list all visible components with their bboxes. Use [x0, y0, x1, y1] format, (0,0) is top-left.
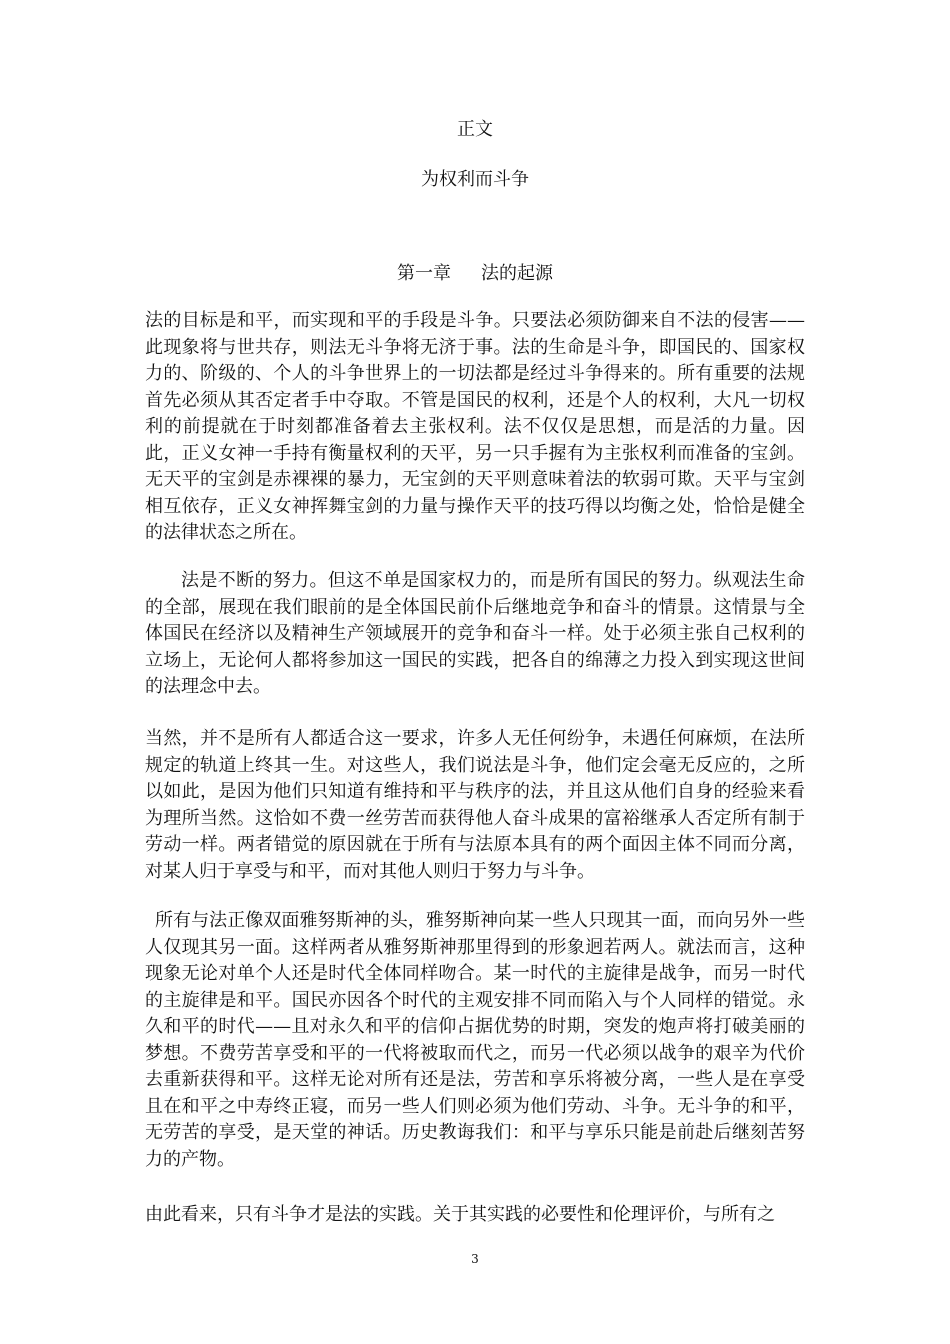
body-paragraph: 由此看来，只有斗争才是法的实践。关于其实践的必要性和伦理评价，与所有之 — [145, 1204, 775, 1225]
body-paragraph: 法的目标是和平，而实现和平的手段是斗争。只要法必须防御来自不法的侵害——此现象将与世共存，则法无斗争将无济于事。法的生命是斗争，即国民的、国家权力的、阶级的、个人的斗争世界上的一切法都是经过斗争得来的。所有重要的法规首先必须从其否定者手中夺取。不管是国民的权利，还是个人的权利，大凡一切权利的前提就在于时刻都准备着去主张权利。法不仅仅是思想，而是活的力量。因此，正义女神一手持有衡量权利的天平，另一只手握有为主张权利而准备的宝剑。无天平的宝剑是赤裸裸的暴力，无宝剑的天平则意味着法的软弱可欺。天平与宝剑相互依存，正义女神挥舞宝剑的力量与操作天平的技巧得以均衡之处，恰恰是健全的法律状态之所在。 — [145, 310, 805, 543]
body-paragraph: 法是不断的努力。但这不单是国家权力的，而是所有国民的努力。纵观法生命的全部，展现在我们眼前的是全体国民前仆后继地竞争和奋斗的情景。这情景与全体国民在经济以及精神生产领域展开的竞争和奋斗一样。处于必须主张自己权利的立场上，无论何人都将参加这一国民的实践，把各自的绵薄之力投入到实现这世间的法理念中去。 — [145, 570, 805, 697]
body-paragraph: 当然，并不是所有人都适合这一要求，许多人无任何纷争，未遇任何麻烦，在法所规定的轨道上终其一生。对这些人，我们说法是斗争，他们定会毫无反应的，之所以如此，是因为他们只知道有维持和平与秩序的法，并且这从他们自身的经验来看为理所当然。这恰如不费一丝劳苦而获得他人奋斗成果的富裕继承人否定所有制于劳动一样。两者错觉的原因就在于所有与法原本具有的两个面因主体不同而分离，对某人归于享受与和平，而对其他人则归于努力与斗争。 — [145, 728, 805, 882]
chapter-title: 法的起源 — [481, 263, 553, 284]
section-label: 正文 — [457, 119, 493, 140]
chapter-number: 第一章 — [397, 263, 451, 284]
body-paragraph: 所有与法正像双面雅努斯神的头，雅努斯神向某一些人只现其一面，而向另外一些人仅现其另一面。这样两者从雅努斯神那里得到的形象迥若两人。就法而言，这种现象无论对单个人还是时代全体同样吻合。某一时代的主旋律是战争，而另一时代的主旋律是和平。国民亦因各个时代的主观安排不同而陷入与个人同样的错觉。永久和平的时代——且对永久和平的信仰占据优势的时期，突发的炮声将打破美丽的梦想。不费劳苦享受和平的一代将被取而代之，而另一代必须以战争的艰辛为代价去重新获得和平。这样无论对所有还是法，劳苦和享乐将被分离，一些人是在享受且在和平之中寿终正寝，而另一些人们则必须为他们劳动、斗争。无斗争的和平，无劳苦的享受，是天堂的神话。历史教诲我们：和平与享乐只能是前赴后继刻苦努力的产物。 — [145, 910, 805, 1170]
page-number: 3 — [471, 1252, 479, 1266]
chapter-heading — [0, 262, 950, 286]
book-title: 为权利而斗争 — [421, 169, 529, 190]
